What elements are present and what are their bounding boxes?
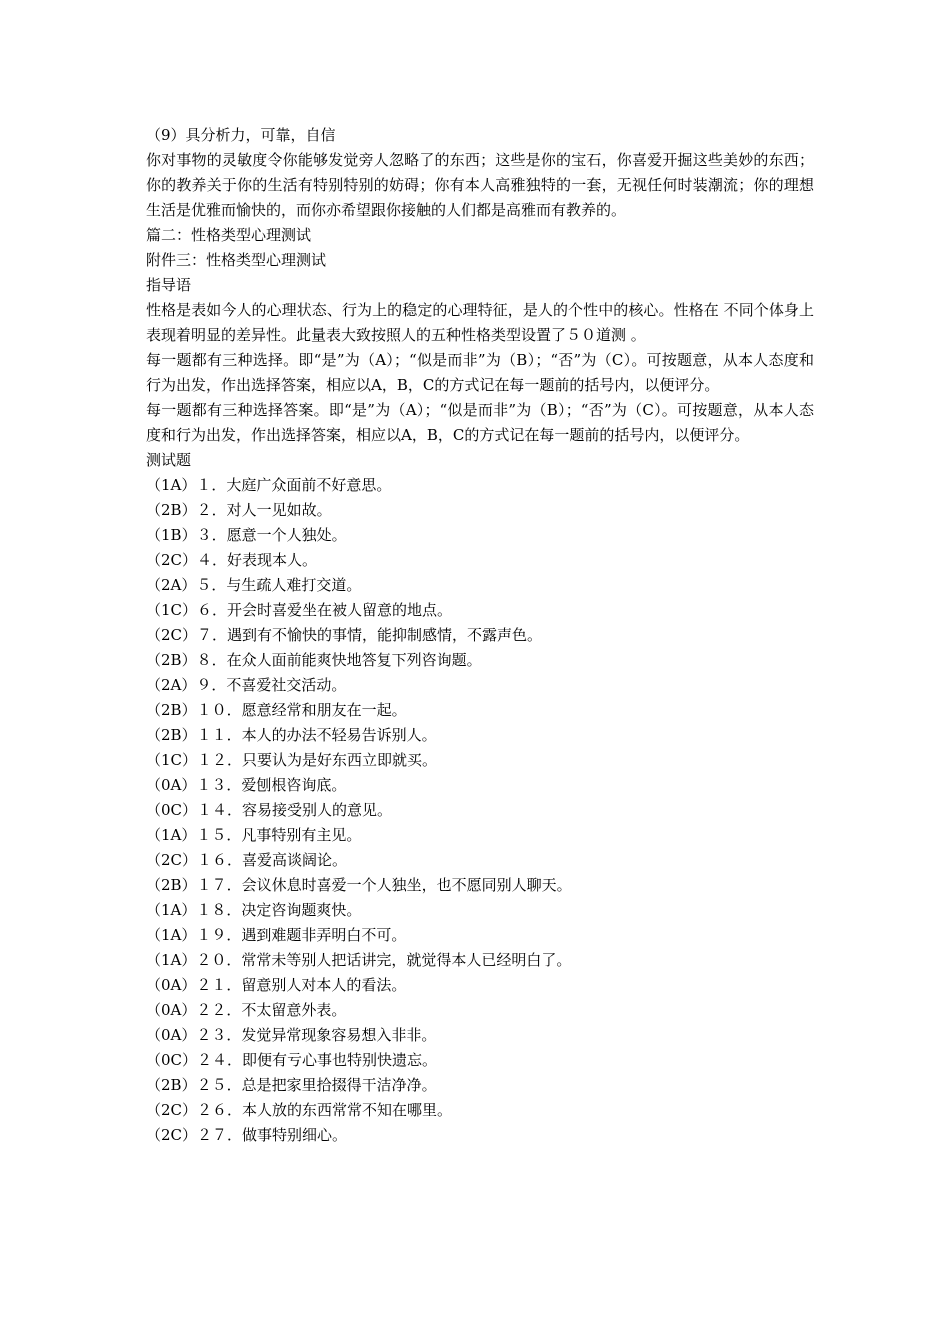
part-title: 篇二：性格类型心理测试 xyxy=(146,226,312,244)
attachment-title: 附件三：性格类型心理测试 xyxy=(146,251,327,269)
question-item: （2B）２５．总是把家里拾掇得干洁净净。 xyxy=(146,1076,437,1094)
guide-paragraph: 性格是表如今人的心理状态、行为上的稳定的心理特征，是人的个性中的核心。性格在 不同个体身上表现着明显的差异性。此量表大致按照人的五种性格类型设置了５０道测 。 xyxy=(146,301,814,344)
question-item: （2B）２．对人一见如故。 xyxy=(146,501,332,519)
question-item: （0A）２２．不太留意外表。 xyxy=(146,1001,347,1019)
question-item: （1C）１２．只要认为是好东西立即就买。 xyxy=(146,751,438,769)
question-item: （2C）７．遇到有不愉快的事情，能抑制感情，不露声色。 xyxy=(146,626,543,644)
test-title: 测试题 xyxy=(146,451,192,469)
question-list xyxy=(146,473,814,1148)
question-item: （0C）２４．即便有亏心事也特别快遗忘。 xyxy=(146,1051,438,1069)
instruction-paragraph-2: 每一题都有三种选择答案。即“是”为（A）；“似是而非”为（B）；“否”为（C）。可按题意，从本人态度和行为出发，作出选择答案，相应以A，B，C的方式记在每一题前的括号内，以便评分。 xyxy=(146,401,814,444)
question-item: （2B）８．在众人面前能爽快地答复下列咨询题。 xyxy=(146,651,482,669)
question-item: （2C）２６．本人放的东西常常不知在哪里。 xyxy=(146,1101,453,1119)
question-item: （2A）９．不喜爱社交活动。 xyxy=(146,676,347,694)
instruction-paragraph-1: 每一题都有三种选择。即“是”为（A）；“似是而非”为（B）；“否”为（C）。可按题意，从本人态度和行为出发，作出选择答案，相应以A，B，C的方式记在每一题前的括号内，以便评分。 xyxy=(146,351,814,394)
question-item: （1A）２０．常常未等别人把话讲完，就觉得本人已经明白了。 xyxy=(146,951,572,969)
question-item: （1B）３．愿意一个人独处。 xyxy=(146,526,347,544)
question-item: （1A）１９．遇到难题非弄明白不可。 xyxy=(146,926,407,944)
question-item: （2C）１６．喜爱高谈阔论。 xyxy=(146,851,348,869)
guide-title: 指导语 xyxy=(146,276,192,294)
document-page xyxy=(146,123,814,1148)
question-item: （0A）２３．发觉异常现象容易想入非非。 xyxy=(146,1026,437,1044)
section-heading: （9）具分析力，可靠，自信 xyxy=(146,126,336,144)
question-item: （0A）１３．爱刨根咨询底。 xyxy=(146,776,347,794)
question-item: （2B）１７．会议休息时喜爱一个人独坐，也不愿同别人聊天。 xyxy=(146,876,572,894)
section-paragraph: 你对事物的灵敏度令你能够发觉旁人忽略了的东西；这些是你的宝石，你喜爱开掘这些美妙的东西；你的教养关于你的生活有特别特别的妨碍；你有本人高雅独特的一套，无视任何时装潮流；你的理想生活是优雅而愉快的，而你亦希望跟你接触的人们都是高雅而有教养的。 xyxy=(146,151,814,219)
question-item: （2B）１０．愿意经常和朋友在一起。 xyxy=(146,701,407,719)
question-item: （1A）１８．决定咨询题爽快。 xyxy=(146,901,362,919)
question-item: （0C）１４．容易接受别人的意见。 xyxy=(146,801,393,819)
question-item: （1A）１５．凡事特别有主见。 xyxy=(146,826,362,844)
question-item: （2B）１１．本人的办法不轻易告诉别人。 xyxy=(146,726,437,744)
question-item: （2C）４．好表现本人。 xyxy=(146,551,318,569)
question-item: （1A）１．大庭广众面前不好意思。 xyxy=(146,476,392,494)
question-item: （2C）２７．做事特别细心。 xyxy=(146,1126,348,1144)
question-item: （2A）５．与生疏人难打交道。 xyxy=(146,576,362,594)
question-item: （1C）６．开会时喜爱坐在被人留意的地点。 xyxy=(146,601,453,619)
question-item: （0A）２１．留意别人对本人的看法。 xyxy=(146,976,407,994)
